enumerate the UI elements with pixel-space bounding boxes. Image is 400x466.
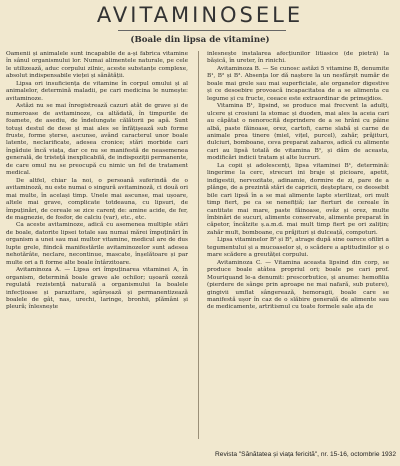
paragraph: Avitaminoza B. — Se cunosc astăzi 5 vitamine B, denumite B¹, B² și B³. Absența lor dă naștere la un nesfârșit număr de boale mai grele sau mai superficiale, ale organelor digestive și ce desoebire provoacă incapacitatea de a se alimenta cu legume și cu fructe, ceeace este extraordinar de primejdios.: [207, 65, 389, 102]
paragraph: De altfel, chiar la noi, o persoană suferindă de o avitaminoză, nu este numai o singură avitaminoză, ci două ori mai multe, în același timp. Unele mai ascunse, mai ușoare, altele mai grave, complicate totdeauna, cu lipsuri, de împuținări, de cereale se zice carenț de: amine acide, de fer, de magnezie, de fosfor, de calciu (var), etc., etc.: [6, 177, 188, 221]
paragraph: Vitamina B¹, lipsind, se produce mai frecvent la adulți, ulcere și crosiuni la stomac și duoden, mai ales la aceia cari au căpătat o nenorocită deprindere de a se hrăni cu pâine albă, paste făinoase, orez, cartofi, carne slabă și carne de animale prea tinere (miel, vițel, purcel), zahăr, prăjituri, dulciuri, bomboane, ceva preparat zaharos, adică cu alimente cari au lipsă totală de vitamina B¹, și dăm de aceasta, modificări indicii tratam și alte lucruri.: [207, 103, 389, 162]
column-divider: [198, 51, 199, 439]
article-subtitle: (Boale din lipsa de vitamine): [130, 35, 270, 45]
paragraph: Ca aceste avitaminoze, adică cu asemenea multiple stări de boale, datorite lipsei totale sau numai mărei împuținări în organism a unei sau mai multor vitamine, medicul are de dus lupte grele, fiindcă manifestările avitaminozelor sunt adesea nehotărâte, neclare, necontinue, mascate, înșelătoare și par multe ori a fi forme alte boale întârzitoare.: [6, 222, 188, 266]
paragraph: înlesnește instalarea afecțiunilor litiasice (de pietră) la bășică, în ureter, în rinichi.: [207, 51, 389, 65]
paragraph: Lipsa ori insuficiența de vitamine în corpul omului și al animalelor, determină maladii, pe cari medicina le numește: avitaminoze.: [6, 80, 188, 102]
paragraph: Oamenii și animalele sunt incapabile de a-și fabrica vitamine în sânul organismului lor. Numai alimentele naturale, pe cele le utilizează, aduc corpului zilnic, aceste substanțe complexe, absolut indispensabile vieței și sănătății.: [6, 51, 188, 80]
right-column: [207, 51, 389, 441]
paragraph: Astăzi nu se mai înregistrează cazuri atât de grave și de numeroase de avitaminoze, ca altădată, în timpurile de foamete, de asediu, de îndelungate călătorii pe apă. Sunt totuși destul de dese și mai ales se înfățișează sub forme fruste, forme șterse, ascunse, având caracterul unor boale latente, neclarificate, adesea cronice; stări morbide cari îngăduie încă viața, dar ce nu se manifestă de neasemenea generală, de tristeță inexplicabilă, de indispoziții permanente, de care omul nu se preocupă cu nimic un fel de tratament medical.: [6, 103, 188, 177]
left-column: [6, 51, 188, 441]
title-underline: [118, 30, 286, 31]
source-caption: Revista "Sănătatea și viața fericită", nr. 15-16, octombrie 1932: [215, 451, 396, 458]
paragraph: La copii și adolescenți, lipsa vitaminei B¹, determină: lingerime la cerc, strecuri ini braje și picioare, apetit, indigestii, nervozitate, adinamie, dormire de zi, pare de a plânge, de a prezintă stări de capricii, deșteptare, ce deosebit bile cari lipsă în a se mai alimente lapte sterilizat, ori mult timp fiert, pe ca se nenefițiă; iar fierturi de cereale în cantitate mai mare, paste făinoase, ovăz și orez, multe îmbinări de sucuri, alimente conservate, alimente preparat în căpetor, încălzite ș.a.m.d. mai mult timp fiert pe ori zalițin; zahăr mult, bomboane, cu prăjituri și dulceață, compoturi.: [207, 162, 389, 236]
paragraph: Avitaminoza C. — Vitamina aceasta lipsind din corp, se produce boale atâtea propriul ori; boale pe cari prof. Mouriquand le-a denumit: prescorbutice, și anume: hemofilia (pierdere de sânge prin aproape ne mai nafară, sub putere), gingivii umflat sângerează, hemoragii, boale care se manifestă ușor în caz de o slăbire generală de alimente sau de medicamente, artritismul cu toate formele sale ața de: [207, 259, 389, 311]
paragraph: Avitaminoza A. — Lipsa ori împuținarea vitaminei A, în organism, determină boale grave ale ochilor; ușoară ozeză regulată rezistență naturală a organismului la boalele infecțioase și parazitare, sgârșează și permanentizează boalele de gât, nas, urechi, laringe, bronhii, plămâni și pleură; înlesnește: [6, 267, 188, 311]
paragraph: Lipsa vitaminelor B² și B³, atrage după sine oarece ofiliri a tegumentului și a mucoaselor și, o scădere a aptitudinilor și o mare scădere a greutăței corpului.: [207, 237, 389, 259]
article-title: AVITAMINOSELE: [96, 3, 304, 27]
